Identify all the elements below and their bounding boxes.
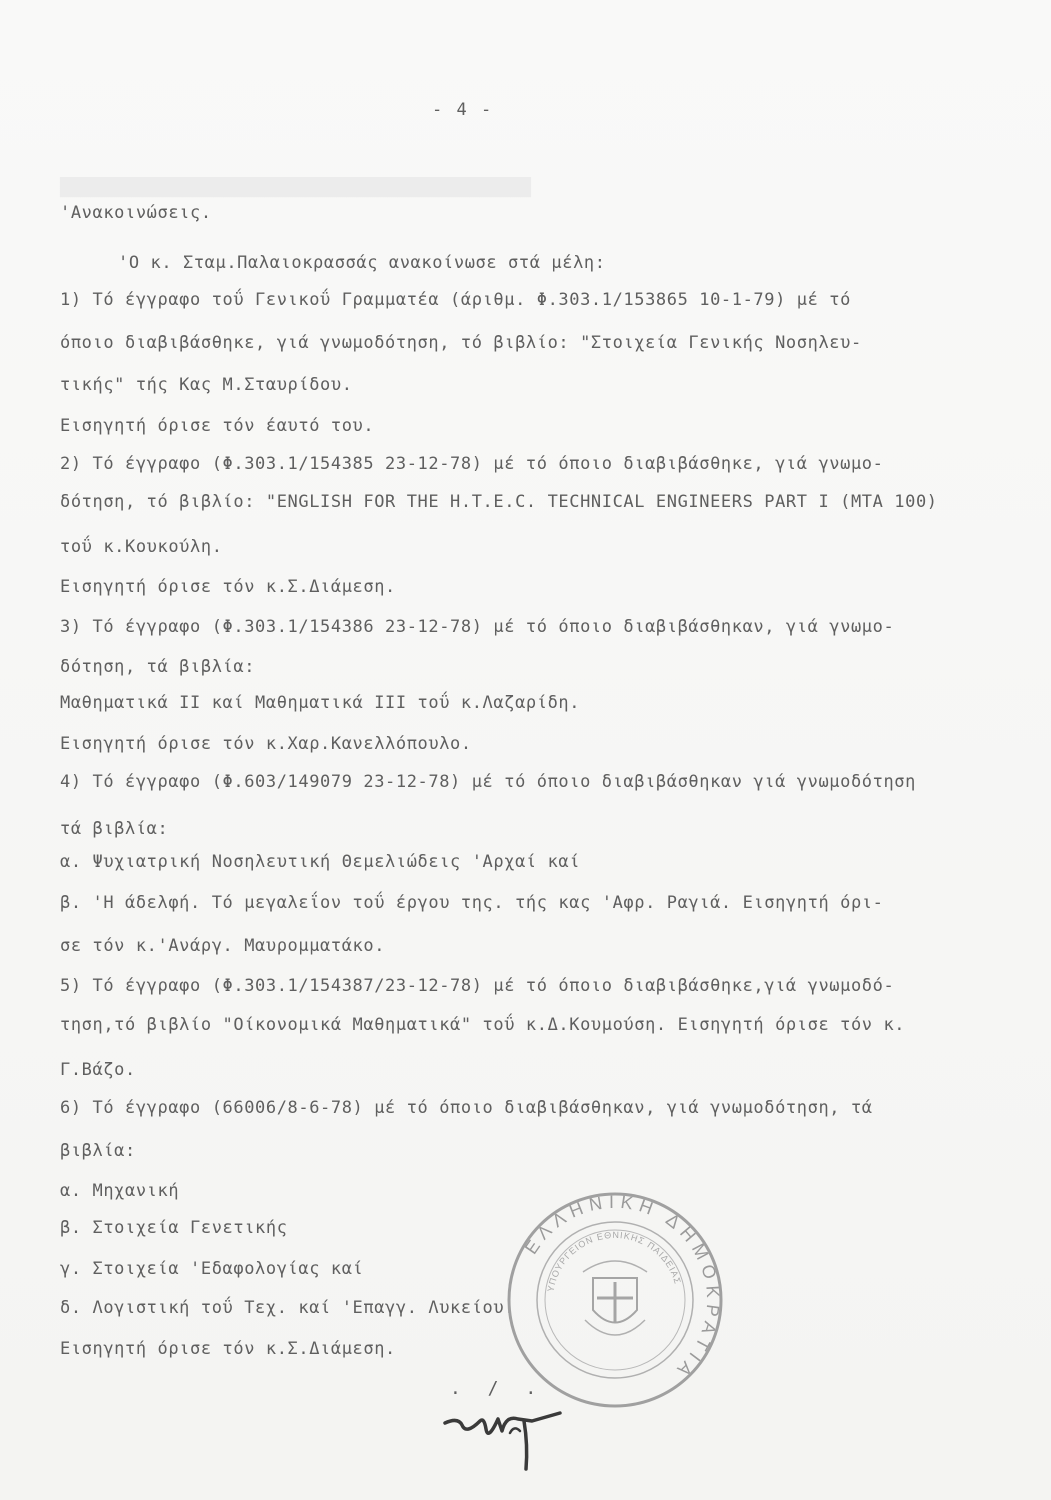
- text-line: τοΰ κ.Κουκούλη.: [60, 537, 223, 557]
- section-heading: 'Ανακοινώσεις.: [60, 203, 212, 223]
- text-line: Εισηγητή όρισε τόν κ.Σ.Διάμεση.: [60, 577, 396, 597]
- list-item: β. 'Η άδελφή. Τό μεγαλεΐον τοΰ έργου της. τής κας 'Αφρ. Ραγιά. Εισηγητή όρι-: [60, 893, 884, 913]
- text-line: Εισηγητή όρισε τόν κ.Χαρ.Κανελλόπουλο.: [60, 734, 472, 754]
- coat-of-arms-icon: [583, 1261, 647, 1335]
- text-line: 1) Τό έγγραφο τοΰ Γενικοΰ Γραμματέα (άριθμ. Φ.303.1/153865 10-1-79) μέ τό: [60, 290, 851, 310]
- text-line: δότηση, τά βιβλία:: [60, 657, 256, 677]
- text-line: τά βιβλία:: [60, 819, 169, 839]
- text-line: Εισηγητή όρισε τόν κ.Σ.Διάμεση.: [60, 1339, 396, 1359]
- intro-line: 'Ο κ. Σταμ.Παλαιοκρασσάς ανακοίνωσε στά μέλη:: [118, 253, 606, 273]
- text-line: 5) Τό έγγραφο (Φ.303.1/154387/23-12-78) μέ τό όποιο διαβιβάσθηκε,γιά γνωμοδό-: [60, 976, 895, 996]
- text-line: Μαθηματικά ΙΙ καί Μαθηματικά ΙΙΙ τοΰ κ.Λαζαρίδη.: [60, 693, 581, 713]
- list-item: α. Μηχανική: [60, 1181, 180, 1201]
- text-line: σε τόν κ.'Ανάργ. Μαυρομματάκο.: [60, 936, 386, 956]
- text-line: Γ.Βάζο.: [60, 1060, 136, 1080]
- text-line: δότηση, τό βιβλίο: "ENGLISH FOR THE H.T.E.C. TECHNICAL ENGINEERS PART I (MTA 100): [60, 492, 938, 512]
- text-line: Εισηγητή όρισε τόν έαυτό του.: [60, 416, 375, 436]
- text-line: 2) Τό έγγραφο (Φ.303.1/154385 23-12-78) μέ τό όποιο διαβιβάσθηκε, γιά γνωμο-: [60, 454, 884, 474]
- list-item: α. Ψυχιατρική Νοσηλευτική Θεμελιώδεις 'Αρχαί καί: [60, 852, 581, 872]
- page-number: - 4 -: [432, 100, 494, 120]
- svg-text:ΥΠΟΥΡΓΕΙΟΝ ΕΘΝΙΚΗΣ ΠΑΙΔΕΙΑΣ: ΥΠΟΥΡΓΕΙΟΝ ΕΘΝΙΚΗΣ ΠΑΙΔΕΙΑΣ: [545, 1229, 683, 1293]
- text-line: τηση,τό βιβλίο "Οίκονομικά Μαθηματικά" τοΰ κ.Δ.Κουμούση. Εισηγητή όρισε τόν κ.: [60, 1015, 906, 1035]
- text-line: 4) Τό έγγραφο (Φ.603/149079 23-12-78) μέ τό όποιο διαβιβάσθηκαν γιά γνωμοδότηση: [60, 772, 916, 792]
- text-line: 3) Τό έγγραφο (Φ.303.1/154386 23-12-78) μέ τό όποιο διαβιβάσθηκαν, γιά γνωμο-: [60, 617, 895, 637]
- official-stamp: [505, 1190, 725, 1410]
- text-line: όποιο διαβιβάσθηκε, γιά γνωμοδότηση, τό βιβλίο: "Στοιχεία Γενικής Νοσηλευ-: [60, 333, 862, 353]
- list-item: β. Στοιχεία Γενετικής: [60, 1218, 288, 1238]
- text-line: 6) Τό έγγραφο (66006/8-6-78) μέ τό όποιο διαβιβάσθηκαν, γιά γνωμοδότηση, τά: [60, 1098, 873, 1118]
- continuation-mark: . / .: [450, 1378, 545, 1399]
- text-line: βιβλία:: [60, 1141, 136, 1161]
- svg-text:ΕΛΛΗΝΙΚΗ ΔΗΜΟΚΡΑΤΙΑ: ΕΛΛΗΝΙΚΗ ΔΗΜΟΚΡΑΤΙΑ: [520, 1191, 724, 1385]
- list-item: γ. Στοιχεία 'Εδαφολογίας καί: [60, 1259, 364, 1279]
- text-line: τικής" τής Κας Μ.Σταυρίδου.: [60, 375, 353, 395]
- list-item: δ. Λογιστική τοΰ Τεχ. καί 'Επαγγ. Λυκείου.: [60, 1298, 516, 1318]
- signature: [440, 1385, 570, 1475]
- bleed-through-text: ██████████████████████████████████████████████: [60, 178, 531, 198]
